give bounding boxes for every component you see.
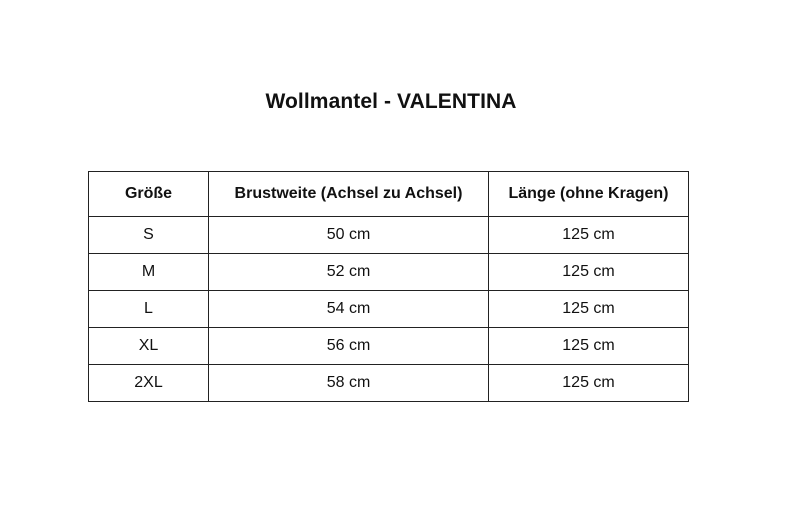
- header-length: Länge (ohne Kragen): [489, 172, 689, 217]
- cell-size: M: [89, 254, 209, 291]
- cell-size: XL: [89, 328, 209, 365]
- header-chest-width: Brustweite (Achsel zu Achsel): [209, 172, 489, 217]
- cell-length: 125 cm: [489, 365, 689, 402]
- cell-length: 125 cm: [489, 217, 689, 254]
- size-table: [88, 171, 689, 402]
- cell-size: 2XL: [89, 365, 209, 402]
- cell-size: L: [89, 291, 209, 328]
- cell-length: 125 cm: [489, 254, 689, 291]
- cell-size: S: [89, 217, 209, 254]
- table-row: [89, 291, 689, 328]
- table-header-row: [89, 172, 689, 217]
- cell-chest-width: 52 cm: [209, 254, 489, 291]
- table-row: [89, 254, 689, 291]
- cell-length: 125 cm: [489, 291, 689, 328]
- table-row: [89, 328, 689, 365]
- page-title: Wollmantel - VALENTINA: [265, 90, 517, 113]
- table-row: [89, 217, 689, 254]
- header-size: Größe: [89, 172, 209, 217]
- cell-chest-width: 54 cm: [209, 291, 489, 328]
- cell-length: 125 cm: [489, 328, 689, 365]
- table-row: [89, 365, 689, 402]
- cell-chest-width: 56 cm: [209, 328, 489, 365]
- cell-chest-width: 50 cm: [209, 217, 489, 254]
- cell-chest-width: 58 cm: [209, 365, 489, 402]
